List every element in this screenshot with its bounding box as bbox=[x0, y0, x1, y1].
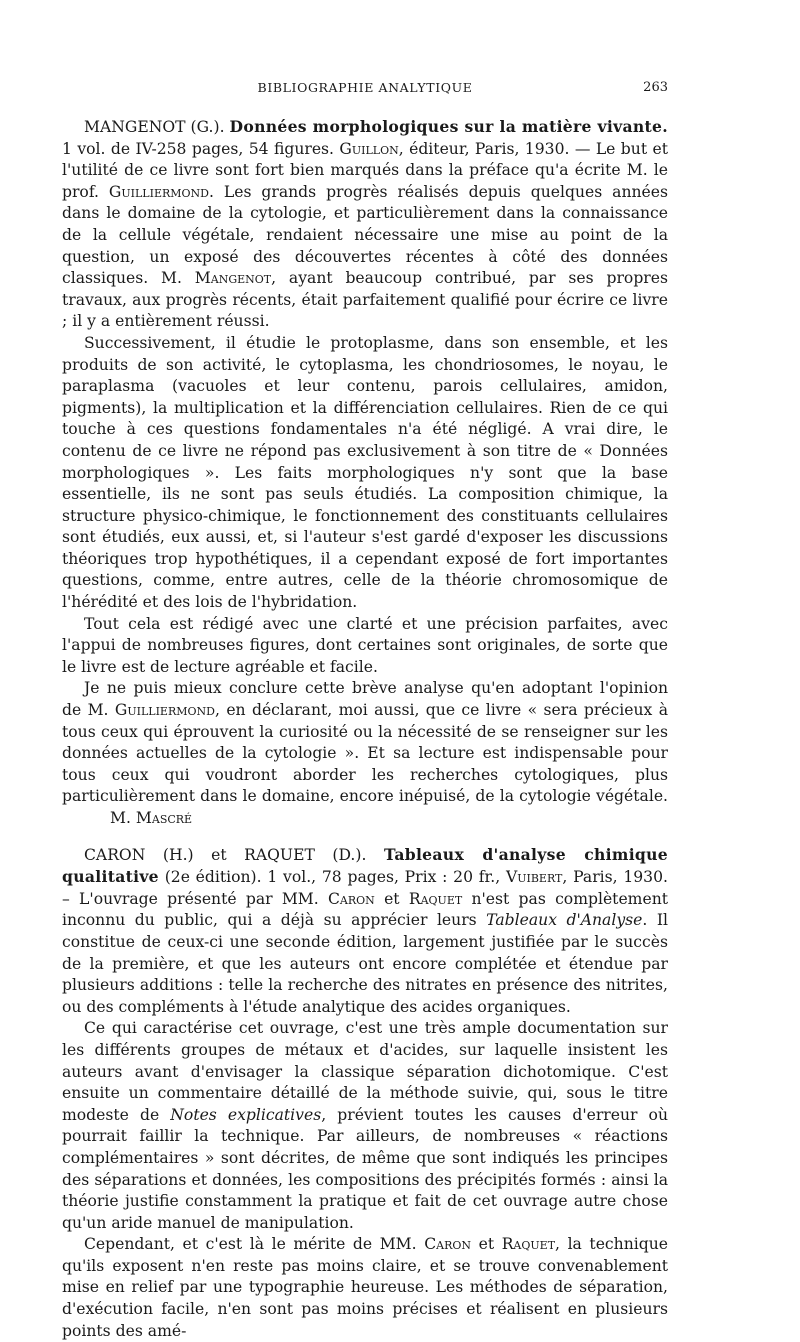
signature-name: Mascré bbox=[135, 809, 193, 827]
review-author: MANGENOT (G.). bbox=[84, 118, 225, 136]
review-text: Ce qui caractérise cet ouvrage, c'est une très ample documentation sur les différents groupes de métaux et d'acides, sur laquelle insistent les auteurs avant d'envisager la classique séparation dichotomique. C'est ensuite un commentaire détaillé de la méthode suivie, qui, sous le titre modeste de bbox=[62, 1019, 668, 1124]
author-name: Caron bbox=[328, 889, 375, 908]
review-biblio: 1 vol. de IV-258 pages, 54 figures. bbox=[62, 139, 335, 158]
author-name: Caron bbox=[424, 1235, 471, 1254]
section-title-italic: Notes explicatives bbox=[170, 1105, 322, 1124]
author-name: Mangenot bbox=[194, 269, 272, 288]
review-text: , la technique qu'ils exposent n'en reste pas moins claire, et se trouve convenablement mise en relief par une typographie heureuse. Les méthodes de séparation, d'exécution facile, n'en sont pas moins précises et réalisent en plusieurs points des amé- bbox=[62, 1235, 668, 1340]
signature-initial: M. bbox=[110, 809, 131, 827]
review-caron-raquet bbox=[62, 844, 668, 1342]
review-paragraph bbox=[62, 844, 668, 1019]
review-paragraph bbox=[62, 678, 668, 829]
review-text: . Les grands progrès réalisés depuis quelques années dans le domaine de la cytologie, et particulièrement dans la connaissance de la cellule végétale, rendaient nécessaire une mise au point de la question, un exposé des découvertes récentes à côté des données classiques. M. bbox=[62, 182, 668, 288]
cited-work-title: Tableaux d'Analyse bbox=[486, 911, 643, 930]
review-paragraph: Tout cela est rédigé avec une clarté et une précision parfaites, avec l'appui de nombreuses figures, dont certaines sont originales, de sorte que le livre est de lecture agréable et facile. bbox=[62, 614, 668, 676]
review-mangenot bbox=[62, 116, 668, 830]
cited-author: Guilliermond bbox=[114, 701, 215, 720]
review-text: et bbox=[384, 889, 400, 908]
page-number: 263 bbox=[643, 80, 668, 95]
review-paragraph bbox=[62, 1234, 668, 1342]
review-text: Je ne puis mieux conclure cette brève analyse qu'en adoptant l'opinion de M. bbox=[62, 679, 668, 720]
review-separator bbox=[62, 830, 668, 844]
publisher-name: Vuibert bbox=[505, 868, 563, 887]
review-book-title: Données morphologiques sur la matière vivante. bbox=[229, 117, 668, 136]
publisher-name: Guillon bbox=[339, 139, 399, 158]
document-page bbox=[62, 80, 668, 1342]
running-header bbox=[62, 80, 668, 102]
running-title: BIBLIOGRAPHIE ANALYTIQUE bbox=[257, 80, 473, 95]
review-text: et bbox=[478, 1235, 495, 1254]
review-paragraph bbox=[62, 116, 668, 333]
review-text: , Paris, 1930. – L'ouvrage présenté par MM. bbox=[62, 868, 668, 908]
review-biblio: (2e édition). 1 vol., 78 pages, Prix : 20 fr., bbox=[164, 868, 501, 887]
review-text: Cependant, et c'est là le mérite de MM. bbox=[84, 1235, 417, 1254]
review-text: , prévient toutes les causes d'erreur où pourrait faillir la technique. Par ailleurs, de nombreuses « réactions complémentaires » sont décrites, de même que sont indiqués les principes des séparations et données, les compositions des précipités formés : ainsi la théorie justifie constamment la pratique et fait de cet ouvrage autre chose qu'un aride manuel de manipulation. bbox=[62, 1105, 668, 1232]
review-book-title: Tableaux d'analyse chimique qualitative bbox=[62, 844, 668, 887]
review-text: , éditeur, Paris, 1930. — Le but et l'utilité de ce livre sont fort bien marqués dans la préface qu'a écrite M. le prof. bbox=[62, 139, 668, 201]
author-name: Raquet bbox=[501, 1235, 556, 1254]
review-text: , en déclarant, moi aussi, que ce livre « sera précieux à tous ceux qui éprouvent la curiosité ou la nécessité de se renseigner sur les données actuelles de la cytologie ». Et sa lecture est indispensable pour tous ceux qui voudront aborder les recherches cytologiques, plus particulièrement dans le domaine, encore inépuisé, de la cytologie végétale. bbox=[62, 701, 669, 806]
review-text: , ayant beaucoup contribué, par ses propres travaux, aux progrès récents, était parfaitement qualifié pour écrire ce livre ; il y a entièrement réussi. bbox=[62, 269, 668, 331]
preface-author: Guilliermond bbox=[108, 182, 209, 201]
review-author: CARON (H.) et RAQUET (D.). bbox=[84, 845, 367, 864]
review-signature bbox=[88, 808, 192, 830]
review-text: n'est pas complètement inconnu du public, qui a déjà su apprécier leurs bbox=[62, 889, 668, 930]
review-paragraph bbox=[62, 1018, 668, 1234]
review-text: . Il constitue de ceux-ci une seconde édition, largement justifiée par le succès de la première, et que les auteurs ont encore complétée et étendue par plusieurs additions : telle la recherche des nitrates en présence des nitrites, ou des compléments à l'étude analytique des acides organiques. bbox=[62, 911, 668, 1016]
review-paragraph: Successivement, il étudie le protoplasme, dans son ensemble, et les produits de son activité, le cytoplasma, les chondriosomes, le noyau, le paraplasma (vacuoles et leur contenu, parois cellulaires, amidon, pigments), la multiplication et la différenciation cellulaires. Rien de ce qui touche à ces questions fondamentales n'a été négligé. A vrai dire, le contenu de ce livre ne répond pas exclusivement à son titre de « Données morphologiques ». Les faits morphologiques n'y sont que la base essentielle, ils ne sont pas seuls étudiés. La composition chimique, la structure physico-chimique, le fonctionnement des constituants cellulaires sont étudiés, eux aussi, et, si l'auteur s'est gardé d'exposer les discussions théoriques trop hypothétiques, il a cependant exposé de fort importantes questions, comme, entre autres, celle de la théorie chromosomique de l'hérédité et des lois de l'hybridation. bbox=[62, 333, 668, 612]
author-name: Raquet bbox=[408, 889, 463, 908]
